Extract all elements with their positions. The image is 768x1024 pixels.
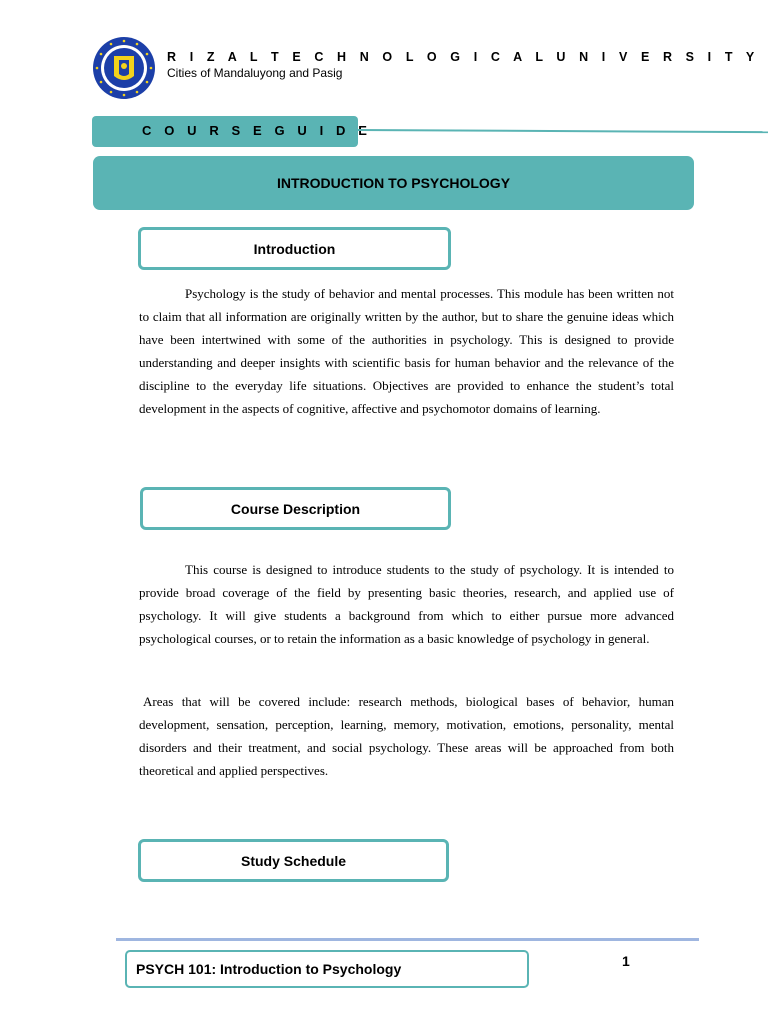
university-seal-icon bbox=[92, 36, 156, 100]
footer-rule bbox=[116, 938, 699, 941]
introduction-paragraph: Psychology is the study of behavior and mental processes. This module has been written not to claim that all information are originally written by the author, but to share the genuine ideas which have been intertwined with some of the authorities in psychology. This is designed to provide understanding and deeper insights with scientific basis for human behavior and the relevance of the discipline to the everyday life situations. Objectives are provided to enhance the student’s total development in the aspects of cognitive, affective and psychomotor domains of learning. bbox=[139, 286, 674, 416]
course-guide-label: C O U R S E G U I D E bbox=[142, 123, 372, 138]
course-description-paragraph: This course is designed to introduce students to the study of psychology. It is intended to provide broad coverage of the field by presenting basic theories, research, and applied use of psychology. It will give students a background from which to either pursue more advanced psychological courses, or to retain the information as a basic knowledge of psychology in general. bbox=[139, 562, 674, 646]
page-title: INTRODUCTION TO PSYCHOLOGY bbox=[276, 175, 511, 191]
title-banner bbox=[93, 156, 694, 210]
university-subtitle: Cities of Mandaluyong and Pasig bbox=[167, 66, 343, 80]
university-name: R I Z A L T E C H N O L O G I C A L U N I V E R S I T Y bbox=[167, 50, 760, 64]
section-heading-study-schedule bbox=[138, 839, 449, 882]
course-guide-rule bbox=[358, 129, 768, 133]
section-heading-label: Study Schedule bbox=[240, 852, 347, 869]
footer-course-title: PSYCH 101: Introduction to Psychology bbox=[136, 961, 402, 977]
section-heading-introduction bbox=[138, 227, 451, 270]
section-heading-label: Course Description bbox=[230, 500, 361, 517]
section-heading-course-description bbox=[140, 487, 451, 530]
footer-course-box bbox=[125, 950, 529, 988]
page-number: 1 bbox=[622, 953, 630, 969]
section-heading-label: Introduction bbox=[253, 240, 336, 257]
course-areas-paragraph: Areas that will be covered include: research methods, biological bases of behavior, human development, sensation, perception, learning, memory, motivation, emotions, personality, mental disorders and their treatment, and social psychology. These areas will be approached from both theoretical and applied perspectives. bbox=[139, 694, 674, 778]
